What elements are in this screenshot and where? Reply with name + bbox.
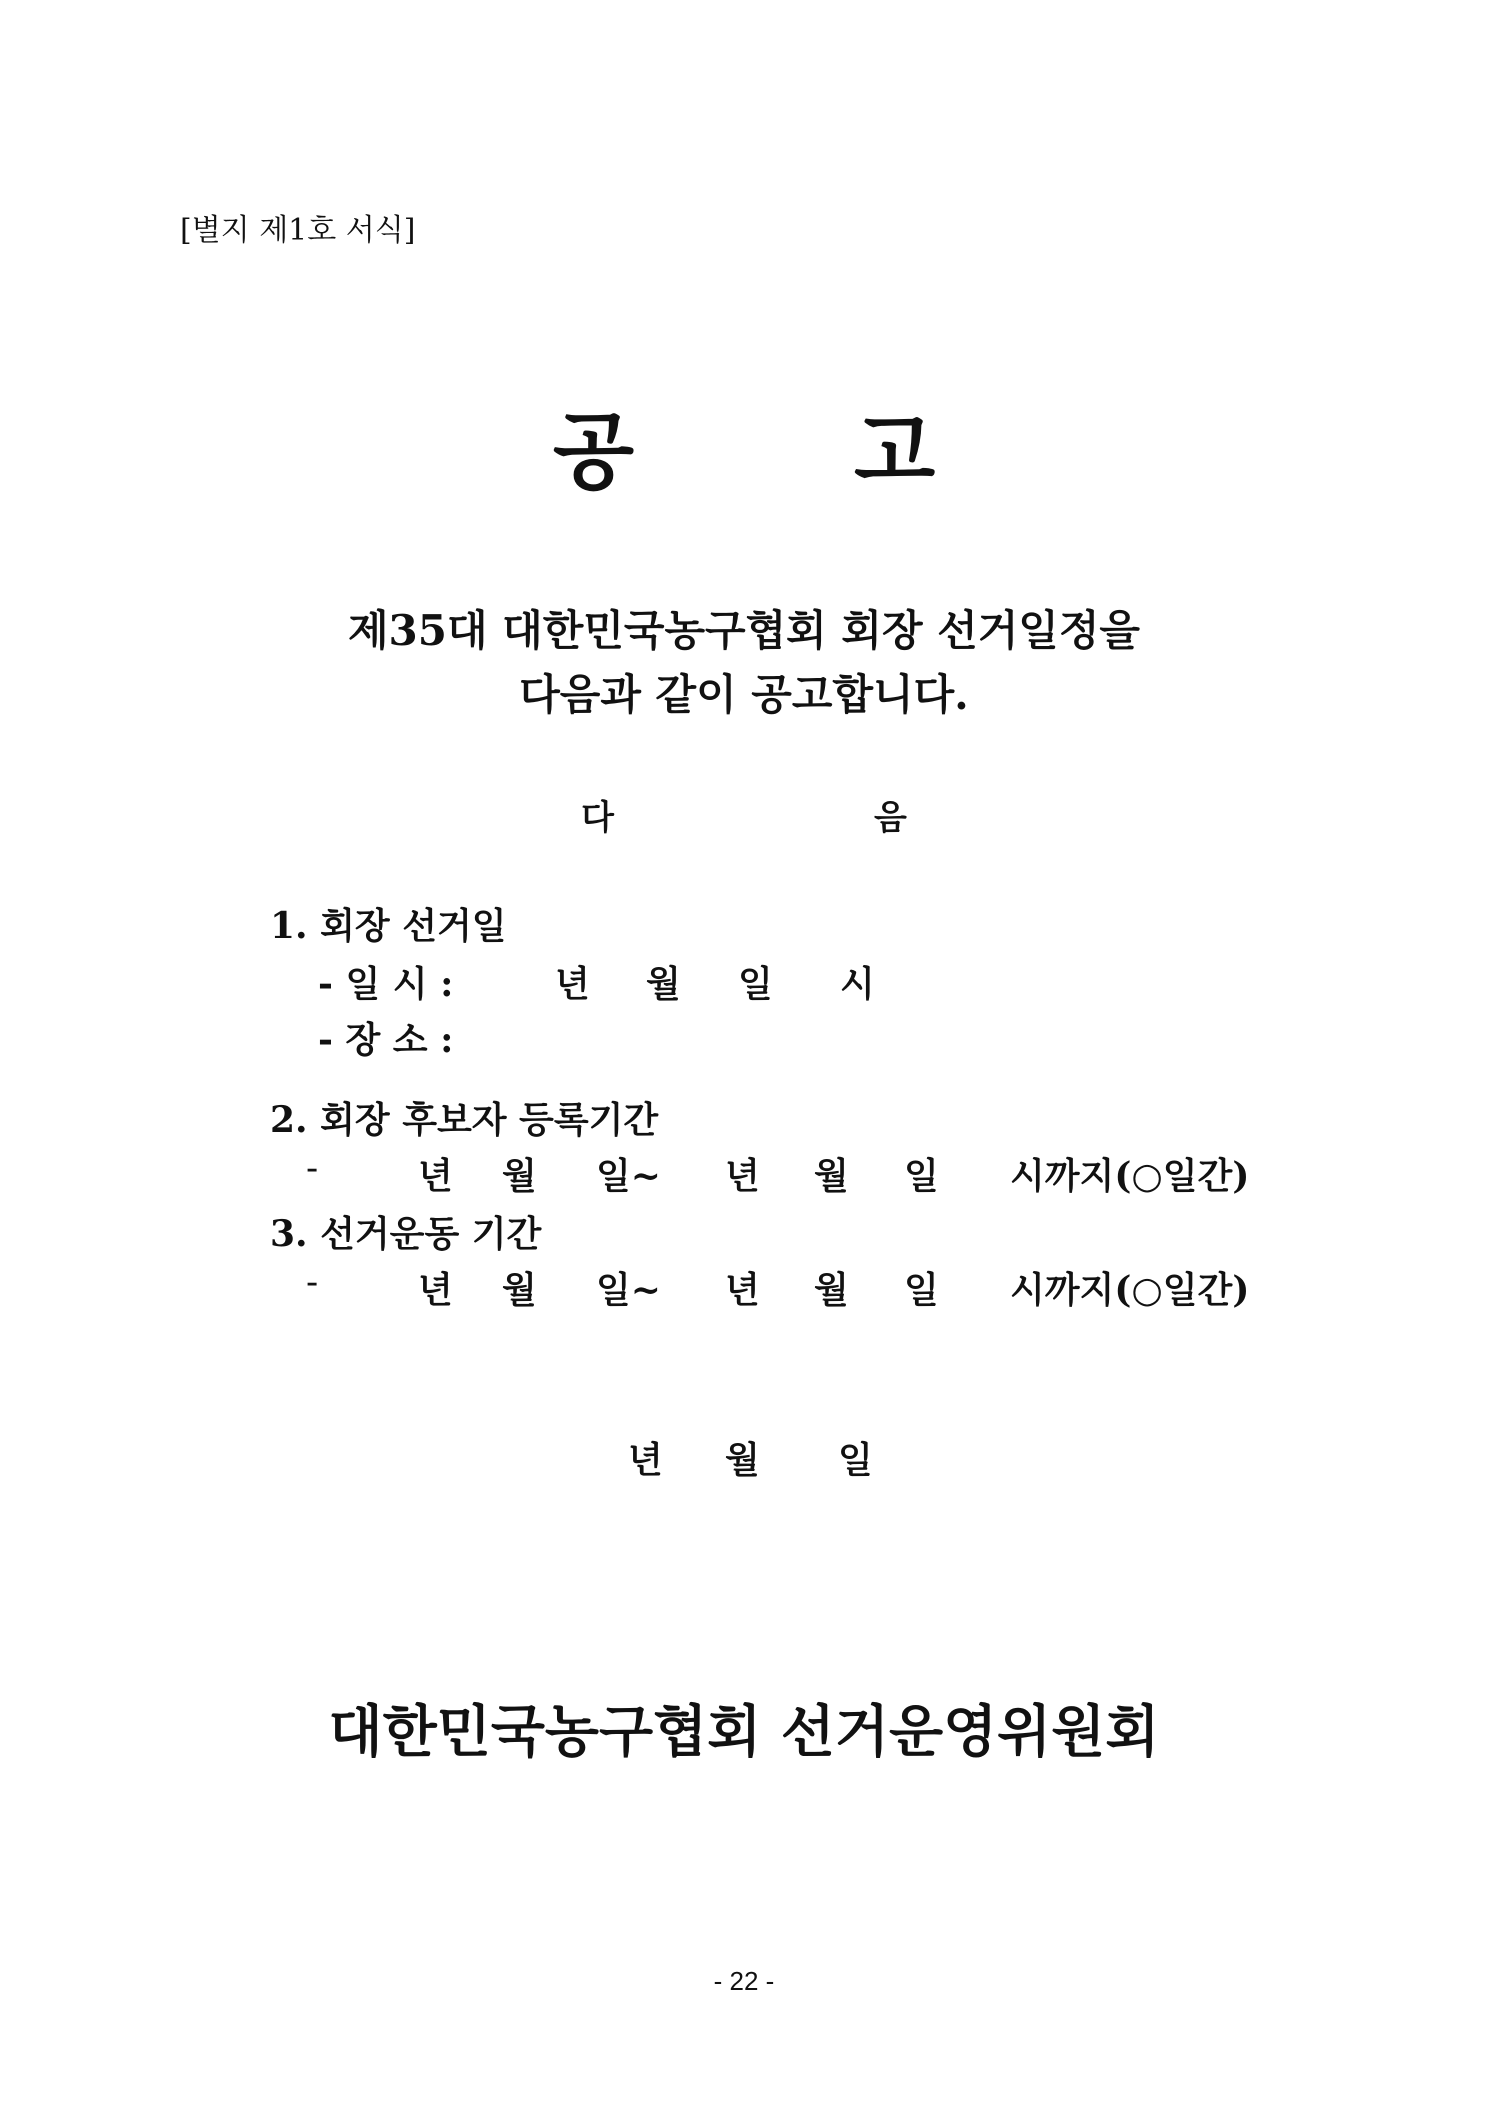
period-until: 시까지(○일간): [1010, 1269, 1250, 1311]
section-1-title: 1. 회장 선거일: [270, 905, 507, 947]
date-month: 월: [725, 1439, 760, 1481]
period-start-year: 년: [418, 1269, 453, 1311]
period-end-month: 월: [814, 1269, 849, 1311]
intro-line-1: 제35대 대한민국농구협회 회장 선거일정을: [347, 606, 1141, 655]
period-start-day: 일~: [596, 1155, 661, 1197]
period-end-day: 일: [904, 1269, 939, 1311]
datetime-year: 년: [555, 963, 590, 1005]
page-number: - 22 -: [713, 1966, 775, 1996]
place-label: - 장 소 :: [318, 1019, 454, 1061]
datetime-label: - 일 시 :: [318, 963, 454, 1005]
section-heading: [0, 790, 1488, 839]
title-char-2: 고: [854, 402, 936, 501]
datetime-month: 월: [646, 963, 681, 1005]
heading-char-1: 다: [581, 798, 614, 838]
document-title: [0, 385, 1488, 506]
section-2-title: 2. 회장 후보자 등록기간: [270, 1099, 659, 1141]
period-end-month: 월: [814, 1155, 849, 1197]
title-char-1: 공: [552, 402, 634, 501]
heading-char-2: 음: [874, 798, 907, 838]
period-dash: -: [306, 1148, 319, 1189]
period-end-year: 년: [725, 1155, 760, 1197]
period-start-month: 월: [502, 1269, 537, 1311]
section-3-title: 3. 선거운동 기간: [270, 1213, 542, 1255]
period-start-year: 년: [418, 1155, 453, 1197]
period-until: 시까지(○일간): [1010, 1155, 1250, 1197]
period-start-day: 일~: [596, 1269, 661, 1311]
period-dash: -: [306, 1262, 319, 1303]
date-year: 년: [628, 1439, 663, 1481]
datetime-day: 일: [738, 963, 773, 1005]
period-start-month: 월: [502, 1155, 537, 1197]
form-label: [별지 제1호 서식]: [180, 213, 416, 248]
intro-line-2: 다음과 같이 공고합니다.: [519, 670, 969, 719]
date-day: 일: [838, 1439, 873, 1481]
period-end-year: 년: [725, 1269, 760, 1311]
period-end-day: 일: [904, 1155, 939, 1197]
datetime-hour: 시: [840, 963, 875, 1005]
organization-name: 대한민국농구협회 선거운영위원회: [328, 1699, 1160, 1765]
